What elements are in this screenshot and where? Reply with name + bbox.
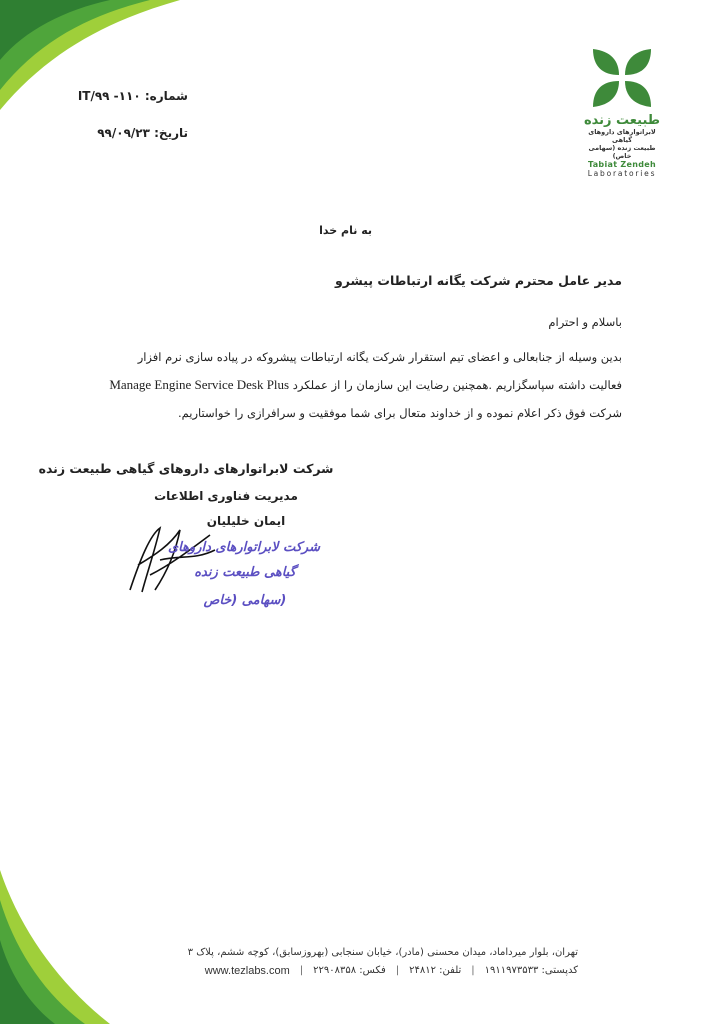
body-line-2 — [109, 371, 622, 399]
letter-body — [109, 343, 622, 427]
date-value: ۹۹/۰۹/۲۳ — [97, 126, 150, 140]
signature-department: مدیریت فناوری اطلاعات — [154, 489, 298, 503]
logo-sub-line2: طبیعت زنده (سهامی خاص) — [588, 144, 656, 160]
bismillah-heading: به نام خدا — [319, 224, 372, 237]
letter-footer — [148, 944, 578, 980]
body-line-3: شرکت فوق ذکر اعلام نموده و از خداوند متعال برای شما موفقیت و سرافرازی را خواستاریم. — [177, 406, 622, 420]
footer-separator: | — [471, 965, 475, 976]
recipient-line: مدیر عامل محترم شرکت یگانه ارتباطات پیشرو — [334, 273, 622, 288]
body-line-1: بدین وسیله از جنابعالی و اعضای تیم استقرار شرکت یگانه ارتباطات پیشروکه در پیاده سازی نرم افزار — [137, 350, 622, 364]
footer-address: تهران، بلوار میرداماد، میدان محسنی (مادر)، خیابان سنجابی (بهروزسابق)، کوچه ششم، پلاک ۳ — [187, 947, 578, 958]
date-label: تاریخ: — [154, 126, 188, 140]
stamp-line-2: گیاهی طبیعت زنده — [194, 565, 296, 580]
software-name: Manage Engine Service Desk Plus — [109, 377, 290, 392]
letter-number — [77, 78, 188, 115]
number-value: ۱۱۰- IT/۹۹ — [77, 89, 141, 103]
footer-contacts — [148, 962, 578, 980]
stamp-line-3: (سهامی (خاص — [203, 593, 287, 608]
company-logo — [582, 45, 662, 178]
footer-website-link[interactable]: www.tezlabs.com — [204, 965, 290, 977]
logo-name-fa: طبیعت زنده — [583, 113, 661, 128]
signature-company: شرکت لابراتوارهای داروهای گیاهی طبیعت زنده — [38, 461, 334, 476]
number-label: شماره: — [144, 89, 188, 103]
logo-name-en: Tabiat Zendeh — [588, 160, 656, 169]
leaf-logo-icon — [589, 45, 655, 111]
stamp-line-1: شرکت لابراتوارهای داروهای — [167, 540, 320, 555]
footer-separator: | — [299, 965, 304, 976]
footer-separator: | — [395, 965, 400, 976]
letter-meta — [77, 78, 188, 152]
signature-name: ایمان خلیلیان — [206, 514, 286, 528]
letter-date — [88, 115, 188, 152]
greeting-line: باسلام و احترام — [548, 315, 622, 329]
company-stamp — [167, 536, 320, 616]
logo-sub-line1: لابراتوارهای داروهای گیاهی — [588, 128, 656, 144]
logo-sub-en: Laboratories — [587, 169, 657, 178]
footer-phone: تلفن: ۲۴۸۱۲ — [409, 965, 462, 976]
footer-fax: فکس: ۲۲۹۰۸۳۵۸ — [313, 965, 386, 976]
footer-postal-code: کدپستی: ۱۹۱۱۹۷۳۵۳۳ — [484, 965, 578, 976]
body-line-2-text: فعالیت داشته سپاسگزاریم .همچنین رضایت این سازمان را از عملکرد — [292, 378, 622, 392]
